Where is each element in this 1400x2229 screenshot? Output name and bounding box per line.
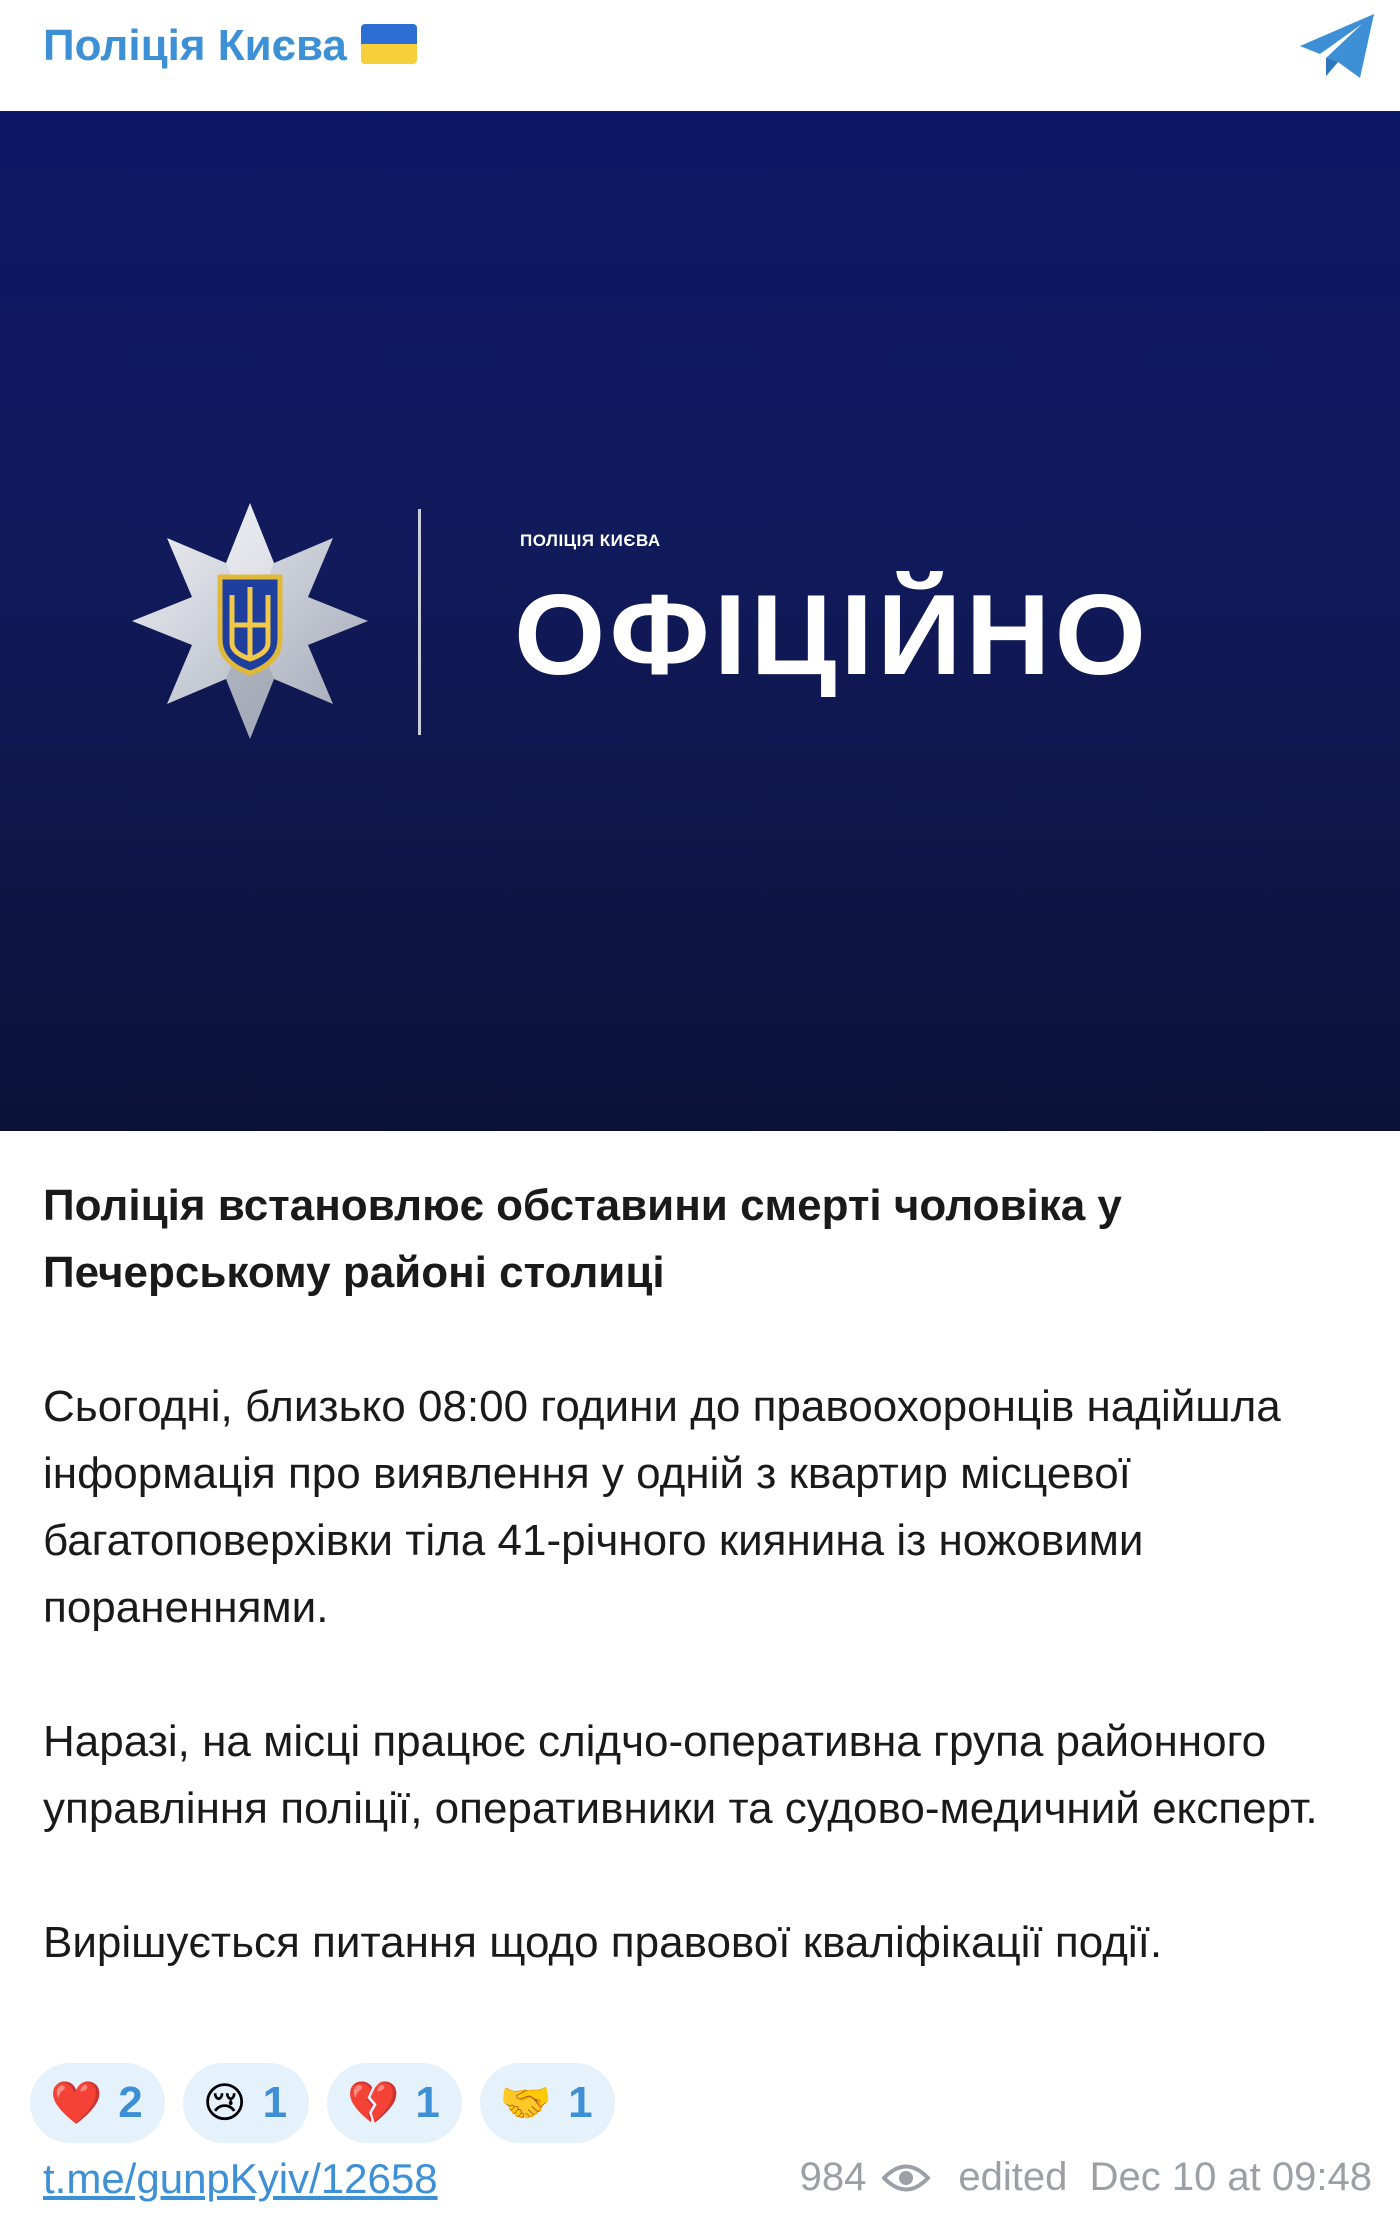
crying-face-icon: 😢 xyxy=(202,2079,247,2126)
view-count: 984 xyxy=(799,2155,867,2199)
reaction-handshake-button[interactable] xyxy=(480,2063,615,2143)
reaction-crying-button[interactable] xyxy=(183,2063,309,2143)
channel-header xyxy=(0,0,1400,111)
post-timestamp: Dec 10 at 09:48 xyxy=(1089,2155,1372,2199)
reactions-bar xyxy=(30,2063,615,2143)
reaction-count: 1 xyxy=(568,2078,593,2127)
police-star-emblem-icon xyxy=(130,501,370,741)
channel-name: Поліція Києва xyxy=(43,21,347,70)
reaction-count: 2 xyxy=(118,2078,143,2127)
post-paragraph: Вирішується питання щодо правової кваліфікації події. xyxy=(43,1918,1163,1967)
post-body xyxy=(43,1172,1363,1976)
reaction-broken-heart-button[interactable] xyxy=(327,2063,462,2143)
banner-subtitle: ПОЛІЦІЯ КИЄВА xyxy=(520,531,661,550)
broken-heart-icon: 💔 xyxy=(347,2079,400,2126)
channel-name-link[interactable] xyxy=(43,18,417,74)
banner-divider xyxy=(418,509,421,735)
ukrainian-flag-icon xyxy=(361,24,417,64)
banner-title: ОФІЦІЙНО xyxy=(514,572,1151,699)
post-title: Поліція встановлює обставини смерті чоловіка у Печерському районі столиці xyxy=(43,1181,1122,1297)
post-footer xyxy=(0,2155,1400,2219)
reaction-count: 1 xyxy=(415,2078,440,2127)
reaction-count: 1 xyxy=(262,2078,288,2127)
post-paragraph: Сьогодні, близько 08:00 години до правоохоронців надійшла інформація про виявлення у одній з квартир місцевої багатоповерхівки тіла 41-річного киянина із ножовими пораненнями. xyxy=(43,1382,1281,1632)
post-image-banner[interactable] xyxy=(0,111,1400,1131)
edited-label: edited xyxy=(958,2155,1068,2199)
reaction-heart-button[interactable] xyxy=(30,2063,165,2143)
red-heart-icon: ❤️ xyxy=(50,2079,103,2126)
post-meta xyxy=(800,2155,1372,2200)
eye-icon xyxy=(882,2161,930,2195)
post-link[interactable]: t.me/gunpKyiv/12658 xyxy=(43,2155,438,2202)
telegram-plane-icon[interactable] xyxy=(1296,8,1380,84)
post-paragraph: Наразі, на місці працює слідчо-оперативна група районного управління поліції, оперативники та судово-медичний експерт. xyxy=(43,1717,1318,1833)
handshake-icon: 🤝 xyxy=(499,2079,553,2126)
